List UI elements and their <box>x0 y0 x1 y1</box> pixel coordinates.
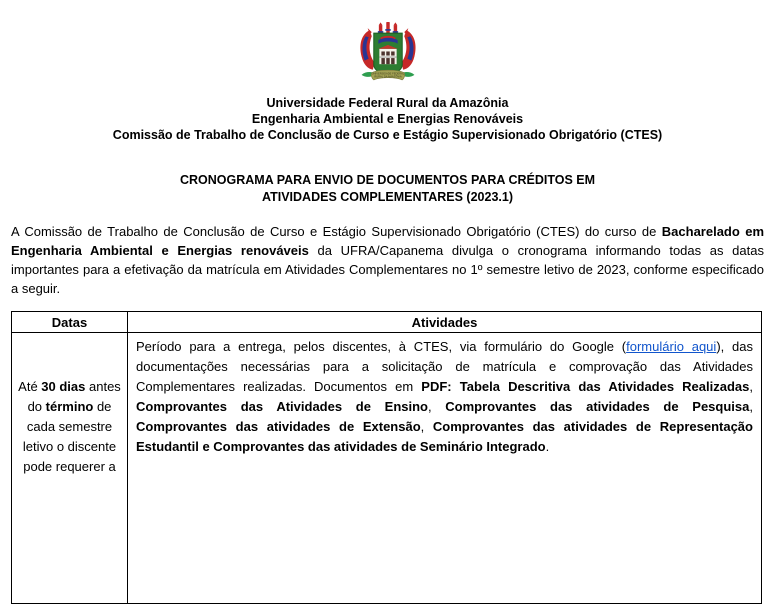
bold-text-segment: PDF: <box>421 379 452 394</box>
cell-datas <box>12 333 128 604</box>
svg-text:RURAL DA AMAZÔNIA: RURAL DA AMAZÔNIA <box>373 75 402 79</box>
logo-container <box>11 22 764 90</box>
text-segment: Período para a entrega, pelos discentes, à CTES, via formulário do Google ( <box>136 339 627 354</box>
text-segment: . <box>545 439 550 454</box>
course-name: Engenharia Ambiental e Energias Renováveis <box>251 112 524 126</box>
bold-text-segment: Comprovantes das atividades de Representação Estudantil e Comprovantes das atividades de Seminário Integrado <box>136 419 753 454</box>
column-header-datas: Datas <box>12 312 128 333</box>
table-header-row <box>12 312 762 333</box>
bold-text-segment: Comprovantes das atividades de Pesquisa <box>445 399 750 414</box>
text-segment: , <box>420 419 433 434</box>
svg-text:UNIVERSIDADE FEDERAL: UNIVERSIDADE FEDERAL <box>371 72 404 76</box>
table-row <box>12 333 762 604</box>
schedule-table <box>11 311 762 604</box>
crest-banner <box>371 70 404 80</box>
bold-text-segment: Bacharelado em Engenharia Ambiental e Energias renováveis <box>11 224 765 258</box>
text-segment: , <box>749 379 753 394</box>
text-segment: Até <box>18 379 42 394</box>
text-segment: , <box>427 399 446 414</box>
intro-paragraph <box>11 222 764 298</box>
column-header-atividades: Atividades <box>128 312 762 333</box>
bold-text-segment: 30 dias <box>41 379 86 394</box>
crest-left-plume <box>360 28 374 70</box>
document-title-line2: ATIVIDADES COMPLEMENTARES (2023.1) <box>262 190 513 204</box>
document-title <box>11 172 764 206</box>
bold-text-segment: Tabela Descritiva das Atividades Realizadas <box>459 379 750 394</box>
text-segment: A Comissão de Trabalho de Conclusão de Curso e Estágio Supervisionado Obrigatório (CTES) do curso de <box>11 224 662 239</box>
text-segment: de cada semestre letivo o discente pode requerer a <box>22 399 117 474</box>
text-segment: da UFRA/Capanema divulga o cronograma informando todas as datas importantes para a efetivação da matrícula em Atividades Complementares no 1º semestre letivo de 2023, conforme especificado a seguir. <box>11 243 764 296</box>
university-crest-icon <box>345 22 431 85</box>
text-segment: , <box>749 399 753 414</box>
document-page <box>11 0 764 604</box>
text-segment: ), das documentações necessárias para a solicitação de matrícula e comprovação das Atividades Complementares realizadas. Documentos em <box>136 339 753 394</box>
text-segment <box>452 379 460 394</box>
crest-right-plume <box>401 28 415 70</box>
cell-atividades <box>128 333 762 604</box>
university-name: Universidade Federal Rural da Amazônia <box>266 96 509 110</box>
committee-name: Comissão de Trabalho de Conclusão de Curso e Estágio Supervisionado Obrigatório (CTES) <box>112 128 663 142</box>
bold-text-segment: Comprovantes das atividades de Extensão <box>136 419 421 434</box>
document-title-line1: CRONOGRAMA PARA ENVIO DE DOCUMENTOS PARA CRÉDITOS EM <box>179 173 596 187</box>
bold-text-segment: Comprovantes das Atividades de Ensino <box>136 399 428 414</box>
text-segment: antes do <box>27 379 121 414</box>
document-header <box>11 95 764 143</box>
bold-text-segment: término <box>45 399 94 414</box>
google-form-link[interactable]: formulário aqui <box>626 339 717 354</box>
